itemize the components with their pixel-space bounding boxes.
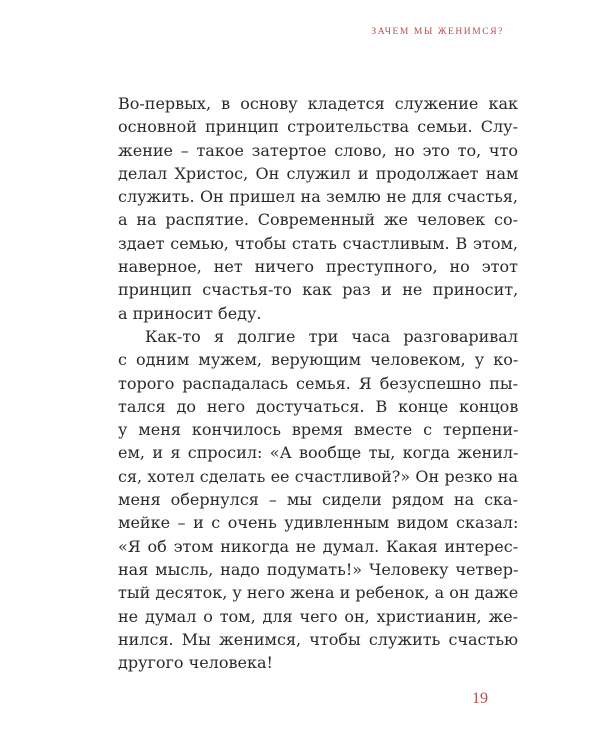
page-number: 19 bbox=[472, 690, 488, 707]
text-line: «Я об этом никогда не думал. Какая интерес- bbox=[118, 536, 519, 556]
text-line: жение – такое затертое слово, но это то, что bbox=[118, 140, 518, 160]
text-line: здает семью, чтобы стать счастливым. В этом, bbox=[118, 233, 518, 253]
body-text bbox=[118, 92, 518, 674]
text-line: ся, хотел сделать ее счастливой?» Он резко на bbox=[118, 466, 518, 486]
text-line: а на распятие. Современный же человек со- bbox=[118, 210, 518, 230]
text-line: тался до него достучаться. В конце концов bbox=[118, 396, 519, 416]
text-line: Как-то я долгие три часа разговаривал bbox=[145, 326, 518, 346]
text-line: тый десяток, у него жена и ребенок, а он даже bbox=[118, 583, 519, 603]
paragraph-2 bbox=[118, 325, 518, 674]
text-line: нился. Мы женимся, чтобы служить счастью bbox=[118, 629, 518, 649]
text-line: делал Христос, Он служил и продолжает нам bbox=[118, 163, 519, 183]
text-line: меня обернулся – мы сидели рядом на ска- bbox=[118, 490, 518, 510]
text-line: основной принцип строительства семьи. Слу- bbox=[118, 117, 518, 137]
text-line: Во-первых, в основу кладется служение как bbox=[118, 94, 518, 113]
text-line: с одним мужем, верующим человеком, у ко- bbox=[118, 350, 519, 370]
text-line: принцип счастья-то как раз и не приносит, bbox=[118, 280, 519, 300]
text-line: мейке – и с очень удивленным видом сказал: bbox=[118, 513, 519, 533]
text-line: торого распадалась семья. Я безуспешно пы- bbox=[118, 373, 518, 393]
text-line: наверное, нет ничего преступного, но этот bbox=[118, 257, 518, 277]
paragraph-1 bbox=[118, 92, 518, 325]
text-line: служить. Он пришел на землю не для счастья, bbox=[118, 187, 518, 207]
text-line: у меня кончилось время вместе с терпени- bbox=[118, 420, 519, 440]
text-line: не думал о том, для чего он, христианин, же- bbox=[118, 606, 519, 626]
text-line: другого человека! bbox=[118, 653, 273, 673]
text-line: ем, и я спросил: «А вообще ты, когда женил- bbox=[118, 443, 519, 463]
text-line: а приносит беду. bbox=[118, 303, 262, 323]
running-head: ЗАЧЕМ МЫ ЖЕНИМСЯ? bbox=[371, 27, 504, 37]
text-line: ная мысль, надо подумать!» Человеку четвер- bbox=[118, 559, 519, 579]
